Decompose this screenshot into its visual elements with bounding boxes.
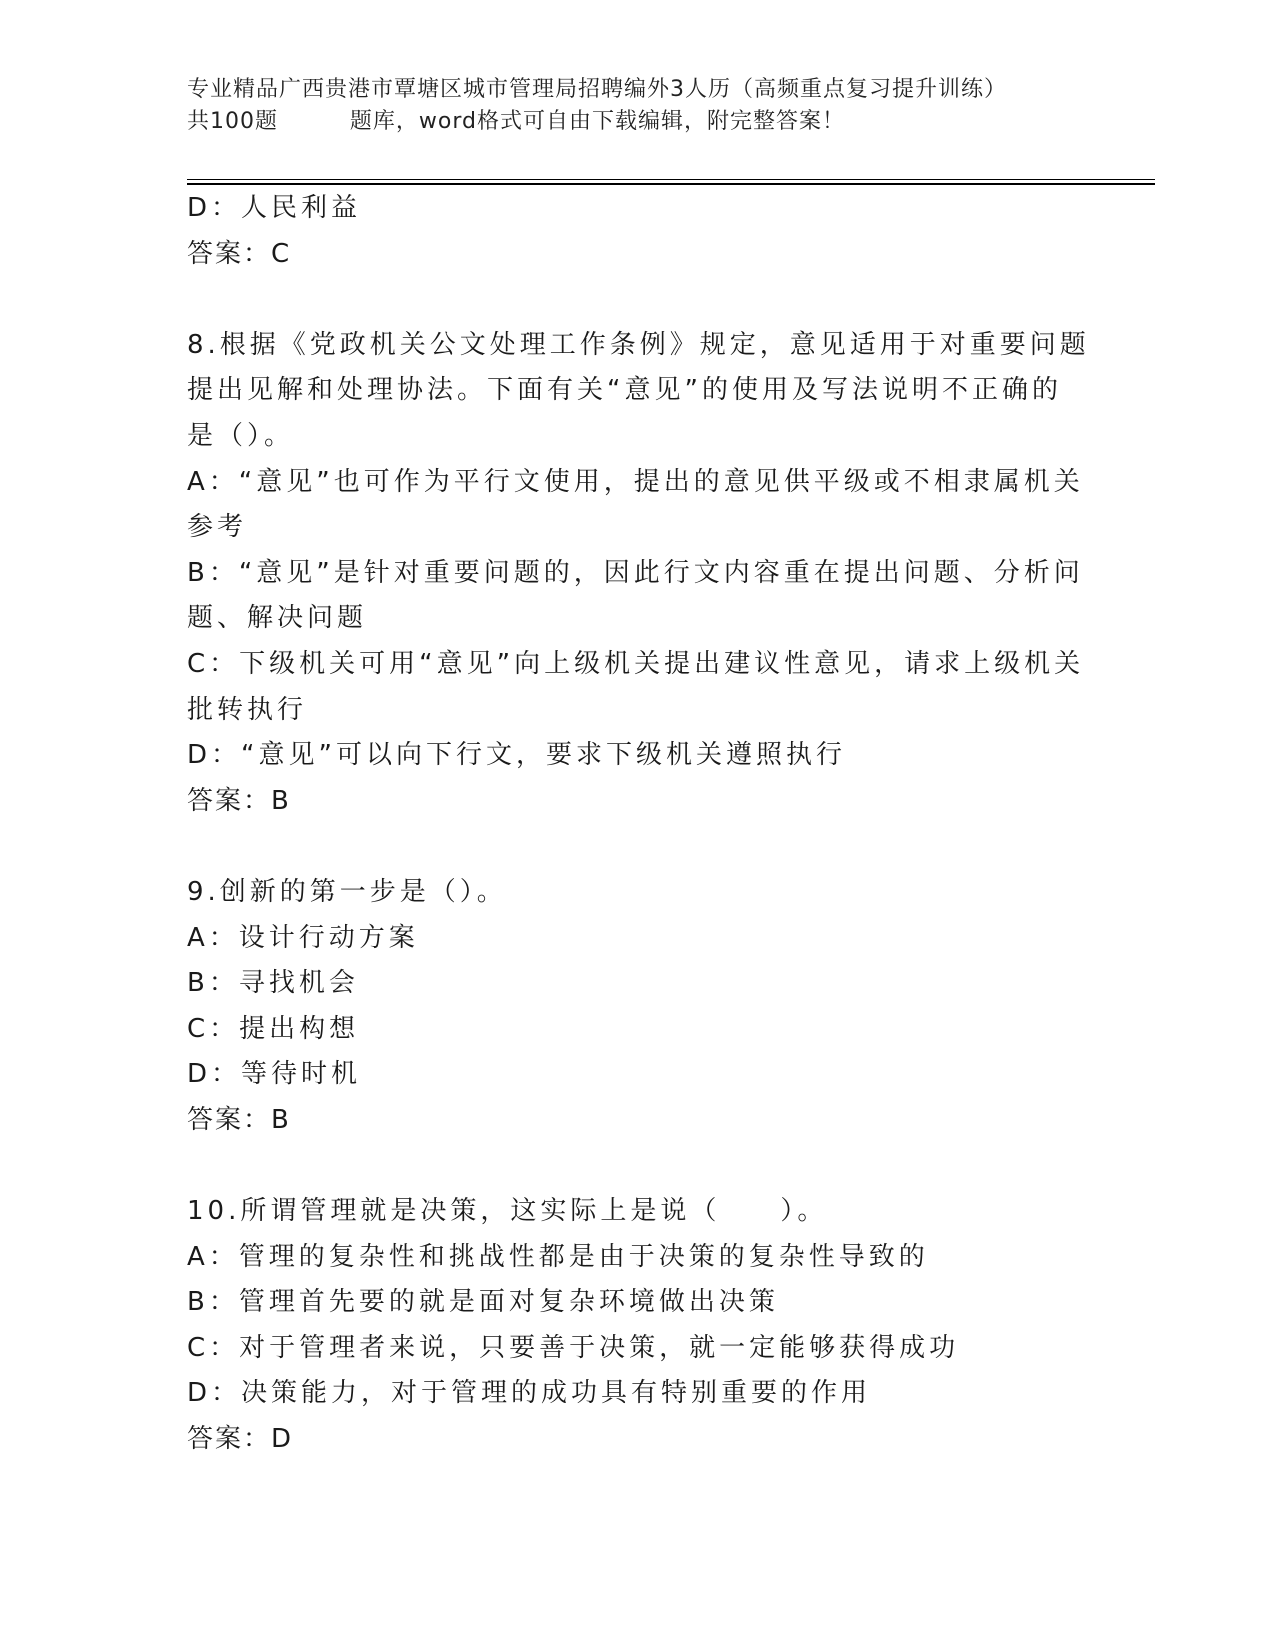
document-header — [187, 74, 1087, 138]
option-line: 题、解决问题 — [187, 603, 368, 634]
question-stem-line: 提出见解和处理协法。下面有关“意见”的使用及写法说明不正确的 — [187, 375, 1062, 406]
option-line: A：设计行动方案 — [187, 922, 419, 953]
question-stem-line: 10.所谓管理就是决策，这实际上是说（ ）。 — [187, 1196, 828, 1227]
header-rule-thin — [187, 179, 1155, 180]
question-block — [187, 323, 1090, 825]
option-line: B：管理首先要的就是面对复杂环境做出决策 — [187, 1287, 779, 1318]
option-line: D：“意见”可以向下行文，要求下级机关遵照执行 — [187, 740, 846, 771]
option-line: C：对于管理者来说，只要善于决策，就一定能够获得成功 — [187, 1332, 960, 1363]
option-line: A：管理的复杂性和挑战性都是由于决策的复杂性导致的 — [187, 1241, 929, 1272]
header-title-line-2: 共100题 题库，word格式可自由下载编辑，附完整答案！ — [187, 109, 846, 134]
answer-line: 答案：D — [187, 1424, 294, 1455]
question-stem-line: 9.创新的第一步是（）。 — [187, 876, 507, 907]
question-content — [187, 186, 1090, 1463]
option-line: B：寻找机会 — [187, 968, 359, 999]
question-block — [187, 1189, 1087, 1463]
option-line: D：决策能力，对于管理的成功具有特别重要的作用 — [187, 1378, 872, 1409]
question-block — [187, 186, 1087, 277]
option-line: A：“意见”也可作为平行文使用，提出的意见供平级或不相隶属机关 — [187, 466, 1084, 497]
question-block — [187, 870, 1087, 1144]
question-stem-line: 8.根据《党政机关公文处理工作条例》规定，意见适用于对重要问题 — [187, 329, 1090, 360]
header-rule-thick — [187, 183, 1155, 185]
question-stem-line: 是（）。 — [187, 420, 295, 451]
option-line: D：人民利益 — [187, 193, 362, 223]
answer-line: 答案：C — [187, 238, 292, 269]
answer-line: 答案：B — [187, 1104, 291, 1135]
answer-line: 答案：B — [187, 785, 291, 816]
header-title-line-1: 专业精品广西贵港市覃塘区城市管理局招聘编外3人历（高频重点复习提升训练） — [187, 77, 1007, 102]
option-line: 批转执行 — [187, 694, 308, 725]
option-line: C：提出构想 — [187, 1013, 360, 1044]
option-line: C：下级机关可用“意见”向上级机关提出建议性意见，请求上级机关 — [187, 648, 1085, 679]
option-line: B：“意见”是针对重要问题的，因此行文内容重在提出问题、分析问 — [187, 557, 1084, 588]
option-line: D：等待时机 — [187, 1059, 362, 1090]
option-line: 参考 — [187, 512, 248, 543]
